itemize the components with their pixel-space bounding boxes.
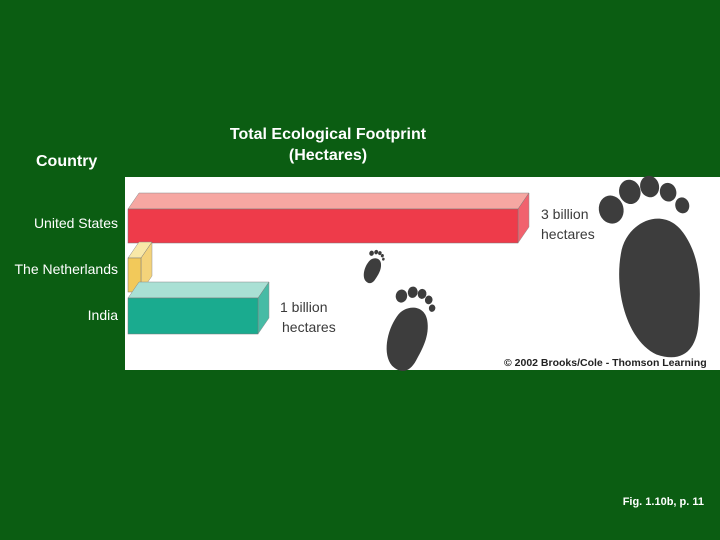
value-label: 3 billion	[541, 206, 589, 222]
country-column-header: Country	[36, 153, 98, 170]
bar-top-face	[128, 193, 529, 209]
bar	[128, 298, 258, 334]
value-label: hectares	[282, 319, 336, 335]
copyright-credit: © 2002 Brooks/Cole - Thomson Learning	[504, 357, 707, 369]
figure-caption: Fig. 1.10b, p. 11	[622, 496, 704, 508]
value-label: 1 billion	[280, 299, 328, 315]
bar-top-face	[128, 282, 269, 298]
value-label: hectares	[541, 226, 595, 242]
category-label: India	[87, 307, 118, 323]
category-label: The Netherlands	[14, 261, 118, 277]
chart-title-line-2: (Hectares)	[288, 147, 368, 164]
value-label: 94 million hectares	[163, 257, 280, 273]
bar	[128, 209, 518, 243]
category-label: United States	[33, 215, 118, 231]
chart-title-line-1: Total Ecological Footprint	[229, 126, 427, 143]
